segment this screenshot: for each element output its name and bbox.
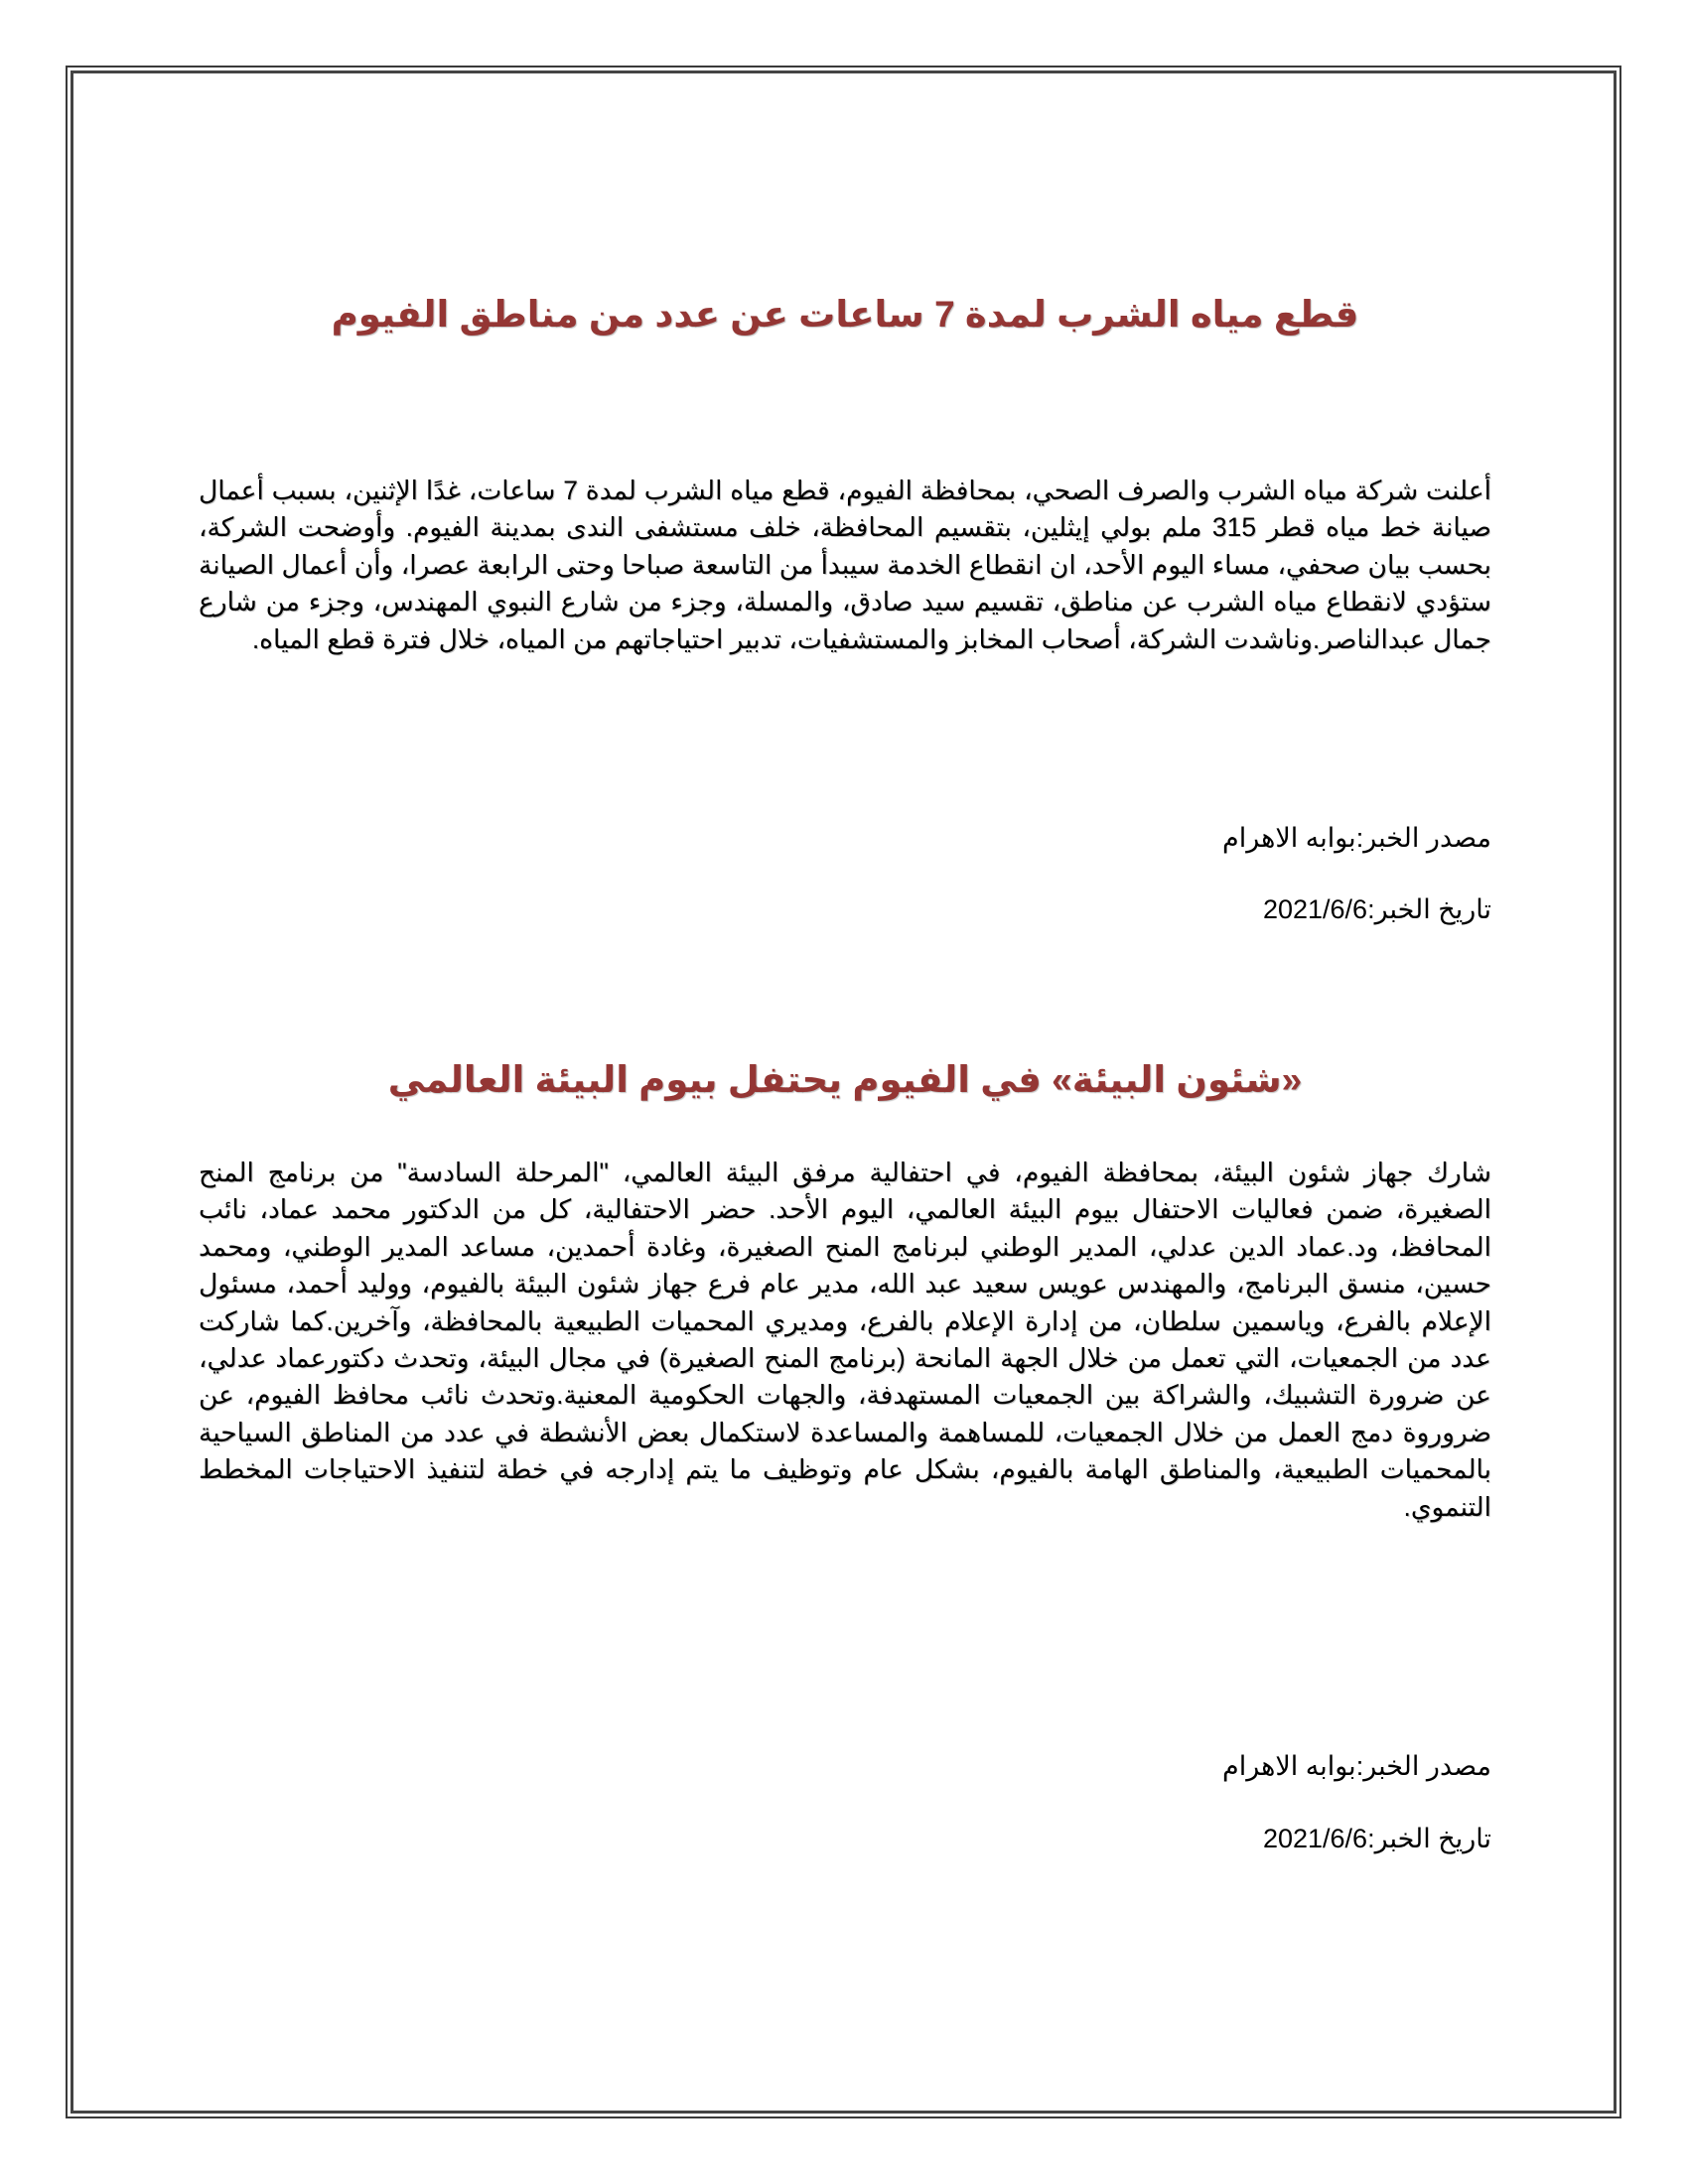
- date-label: تاريخ الخبر:: [1367, 894, 1491, 924]
- date-value: 2021/6/6: [1262, 894, 1368, 924]
- source-value: بوابه الاهرام: [1221, 823, 1356, 853]
- article-2-date: [1263, 1821, 1491, 1856]
- article-1-body: أعلنت شركة مياه الشرب والصرف الصحي، بمحافظة الفيوم، قطع مياه الشرب لمدة 7 ساعات، غدًا الإثنين، بسبب أعمال صيانة خط مياه قطر 315 ملم بولي إيثلين، بتقسيم المحافظة، خلف مستشفى الندى بمدينة الفيوم. وأوضحت الشركة، بحسب بيان صحفي، مساء اليوم الأحد، ان انقطاع الخدمة سيبدأ من التاسعة صباحا وحتى الرابعة عصرا، وأن أعمال الصيانة ستؤدي لانقطاع مياه الشرب عن مناطق، تقسيم سيد صادق، والمسلة، وجزء من شارع النبوي المهندس، وجزء من شارع جمال عبدالناصر.وناشدت الشركة، أصحاب المخابز والمستشفيات، تدبير احتياجاتهم من المياه، خلال فترة قطع المياه.: [199, 476, 1491, 654]
- date-label: تاريخ الخبر:: [1367, 1824, 1491, 1853]
- source-value: بوابه الاهرام: [1221, 1751, 1356, 1781]
- source-label: مصدر الخبر:: [1355, 1751, 1491, 1781]
- article-1-source: [1222, 820, 1491, 856]
- article-2-source: [1222, 1748, 1491, 1784]
- article-1-date: [1263, 891, 1491, 927]
- article-1-headline: قطع مياه الشرب لمدة 7 ساعات عن عدد من مناطق الفيوم: [331, 294, 1359, 335]
- source-label: مصدر الخبر:: [1355, 823, 1491, 853]
- date-value: 2021/6/6: [1262, 1824, 1368, 1853]
- article-2-headline: «شئون البيئة» في الفيوم يحتفل بيوم البيئة العالمي: [387, 1059, 1303, 1100]
- article-2-body: شارك جهاز شئون البيئة، بمحافظة الفيوم، في احتفالية مرفق البيئة العالمي، "المرحلة السادسة" من برنامج المنح الصغيرة، ضمن فعاليات الاحتفال بيوم البيئة العالمي، اليوم الأحد. حضر الاحتفالية، كل من الدكتور محمد عماد، نائب المحافظ، ود.عماد الدين عدلي، المدير الوطني لبرنامج المنح الصغيرة، وغادة أحمدين، مساعد المدير الوطني، ومحمد حسين، منسق البرنامج، والمهندس عويس سعيد عبد الله، مدير عام فرع جهاز شئون البيئة بالفيوم، ووليد أحمد، مسئول الإعلام بالفرع، وياسمين سلطان، من إدارة الإعلام بالفرع، ومديري المحميات الطبيعية بالمحافظة، وآخرين.كما شاركت عدد من الجمعيات، التي تعمل من خلال الجهة المانحة (برنامج المنح الصغيرة) في مجال البيئة، وتحدث دكتورعماد عدلي، عن ضرورة التشبيك، والشراكة بين الجمعيات المستهدفة، والجهات الحكومية المعنية.وتحدث نائب محافظ الفيوم، عن ضروروة دمج العمل من خلال الجمعيات، للمساهمة والمساعدة لاستكمال بعض الأنشطة في عدد من المناطق السياحية بالمحميات الطبيعية، والمناطق الهامة بالفيوم، بشكل عام وتوظيف ما يتم إدارجه في خطة لتنفيذ الاحتياجات المخطط التنموي.: [199, 1158, 1491, 1522]
